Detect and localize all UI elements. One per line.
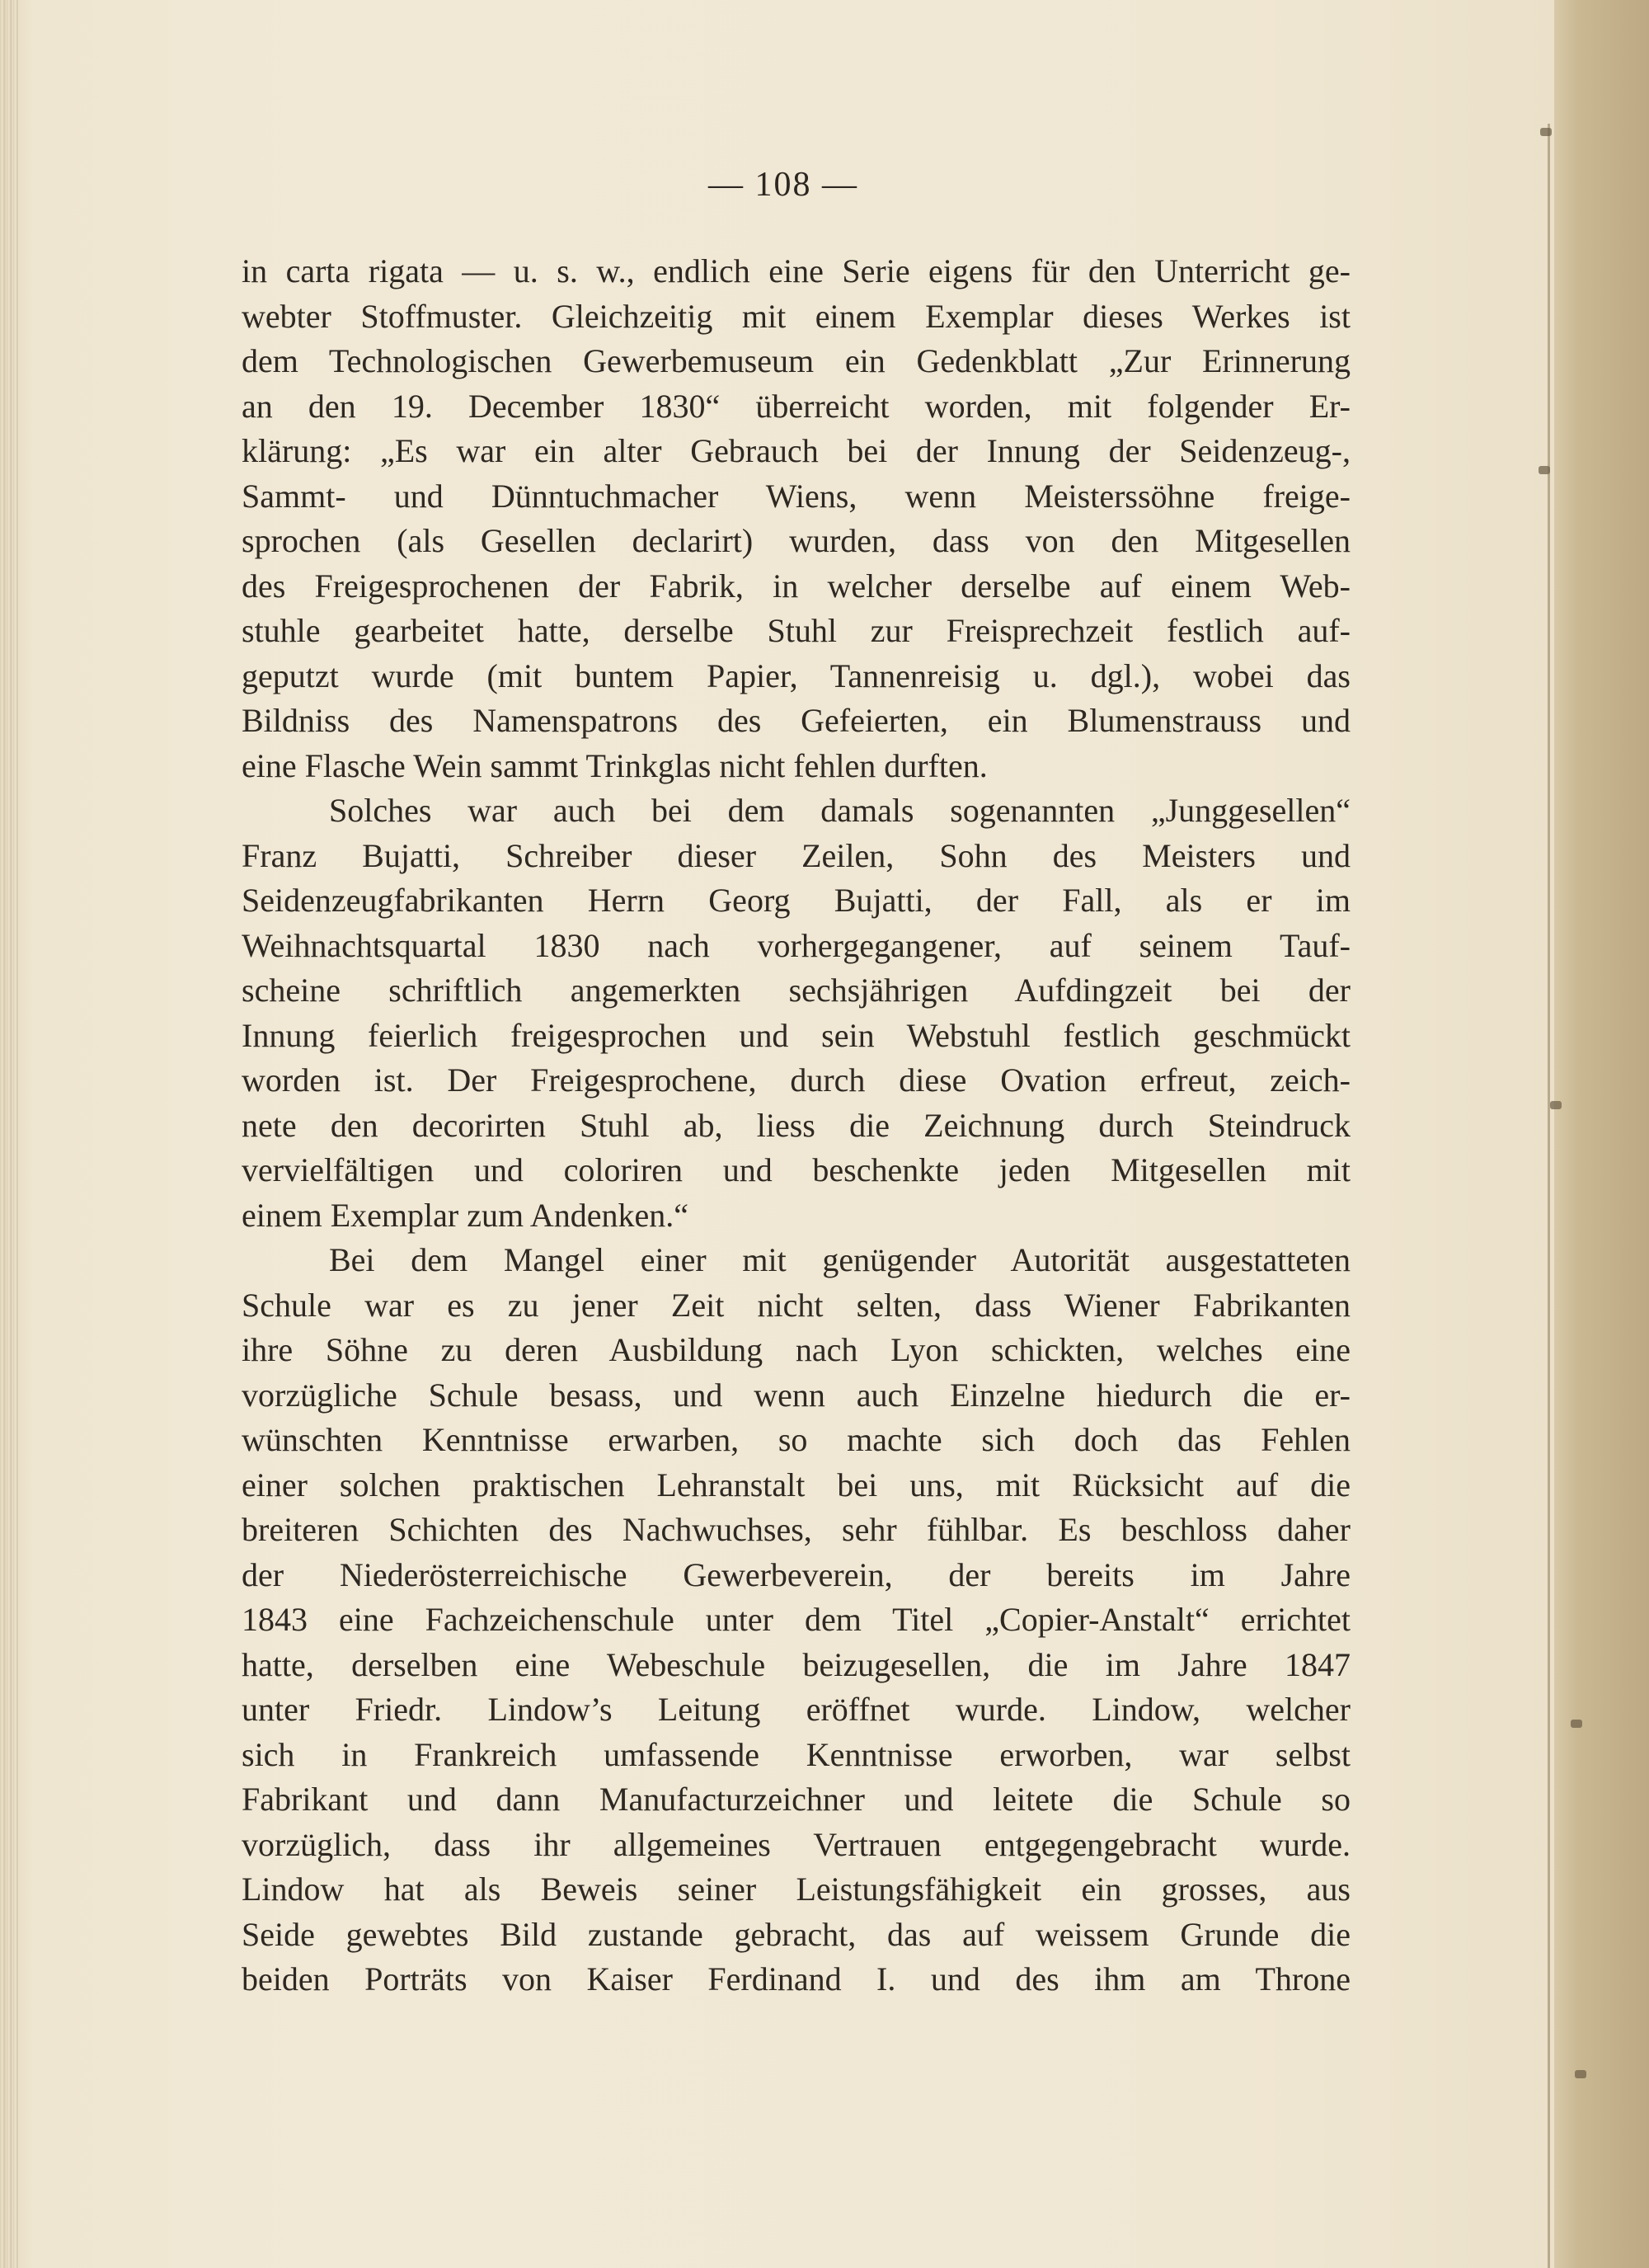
text-line: vorzügliche Schule besass, und wenn auch Einzelne hiedurch die er- [242,1376,1351,1414]
body-text [242,249,1351,2002]
text-line: an den 19. December 1830“ überreicht worden, mit folgender Er- [242,387,1351,425]
text-line: Franz Bujatti, Schreiber dieser Zeilen, Sohn des Meisters und [242,836,1351,874]
text-line: hatte, derselben eine Webeschule beizugesellen, die im Jahre 1847 [242,1645,1351,1683]
text-line: worden ist. Der Freigesprochene, durch diese Ovation erfreut, zeich- [242,1061,1351,1099]
text-line: unter Friedr. Lindow’s Leitung eröffnet wurde. Lindow, welcher [242,1691,1351,1728]
text-line: 1843 eine Fachzeichenschule unter dem Titel „Copier-Anstalt“ errichtet [242,1601,1351,1638]
text-line: Bildniss des Namenspatrons des Gefeierten, ein Blumenstrauss und [242,702,1351,739]
text-line: geputzt wurde (mit buntem Papier, Tannenreisig u. dgl.), wobei das [242,656,1351,694]
binding-thread-mark [1575,2070,1586,2078]
text-line: einem Exemplar zum Andenken.“ [242,1196,689,1234]
text-line: breiteren Schichten des Nachwuchses, sehr fühlbar. Es beschloss daher [242,1511,1351,1548]
text-line: ihre Söhne zu deren Ausbildung nach Lyon schickten, welches eine [242,1331,1351,1368]
text-line: Fabrikant und dann Manufacturzeichner und leitete die Schule so [242,1781,1351,1818]
text-line: einer solchen praktischen Lehranstalt bei uns, mit Rücksicht auf die [242,1466,1351,1503]
binding-thread-mark [1539,466,1550,474]
text-line: stuhle gearbeitet hatte, derselbe Stuhl zur Freisprechzeit festlich auf- [242,612,1351,649]
text-line: nete den decorirten Stuhl ab, liess die Zeichnung durch Steindruck [242,1106,1351,1144]
text-line: klärung: „Es war ein alter Gebrauch bei der Innung der Seidenzeug-, [242,432,1351,469]
text-line: scheine schriftlich angemerkten sechsjährigen Aufdingzeit bei der [242,972,1351,1009]
text-line: Solches war auch bei dem damals sogenannten „Junggesellen“ [329,792,1351,829]
text-line: in carta rigata — u. s. w., endlich eine Serie eigens für den Unterricht ge- [242,252,1351,289]
text-line: Bei dem Mangel einer mit genügender Autorität ausgestatteten [329,1241,1351,1278]
text-line: beiden Porträts von Kaiser Ferdinand I. und des ihm am Throne [242,1960,1351,1997]
text-line: Seide gewebtes Bild zustande gebracht, das auf weissem Grunde die [242,1915,1351,1953]
text-line: dem Technologischen Gewerbemuseum ein Gedenkblatt „Zur Erinnerung [242,342,1351,379]
text-line: Lindow hat als Beweis seiner Leistungsfähigkeit ein grosses, aus [242,1870,1351,1908]
text-line: wünschten Kenntnisse erwarben, so machte sich doch das Fehlen [242,1421,1351,1458]
text-line: Weihnachtsquartal 1830 nach vorhergegangener, auf seinem Tauf- [242,926,1351,964]
spine-fold-line [1548,124,1550,2268]
text-line: Seidenzeugfabrikanten Herrn Georg Bujatti, der Fall, als er im [242,882,1351,919]
text-line: vorzüglich, dass ihr allgemeines Vertrauen entgegengebracht wurde. [242,1825,1351,1863]
page-left-edge [0,0,18,2268]
text-line: Sammt- und Dünntuchmacher Wiens, wenn Meisterssöhne freige- [242,477,1351,515]
text-line: der Niederösterreichische Gewerbeverein, der bereits im Jahre [242,1555,1351,1593]
text-line: Schule war es zu jener Zeit nicht selten, dass Wiener Fabrikanten [242,1286,1351,1324]
text-line: sich in Frankreich umfassende Kenntnisse erworben, war selbst [242,1735,1351,1773]
text-line: eine Flasche Wein sammt Trinkglas nicht fehlen durften. [242,746,988,784]
text-line: vervielfältigen und coloriren und beschenkte jeden Mitgesellen mit [242,1151,1351,1188]
text-line: webter Stoffmuster. Gleichzeitig mit einem Exemplar dieses Werkes ist [242,297,1351,335]
text-line: sprochen (als Gesellen declarirt) wurden, dass von den Mitgesellen [242,522,1351,559]
page-number: — 108 — [708,166,858,204]
text-line: Innung feierlich freigesprochen und sein Webstuhl festlich geschmückt [242,1016,1351,1054]
binding-thread-mark [1540,128,1552,136]
binding-thread-mark [1550,1101,1562,1109]
text-line: des Freigesprochenen der Fabrik, in welcher derselbe auf einem Web- [242,567,1351,605]
binding-thread-mark [1571,1720,1582,1728]
book-gutter [1554,0,1649,2268]
